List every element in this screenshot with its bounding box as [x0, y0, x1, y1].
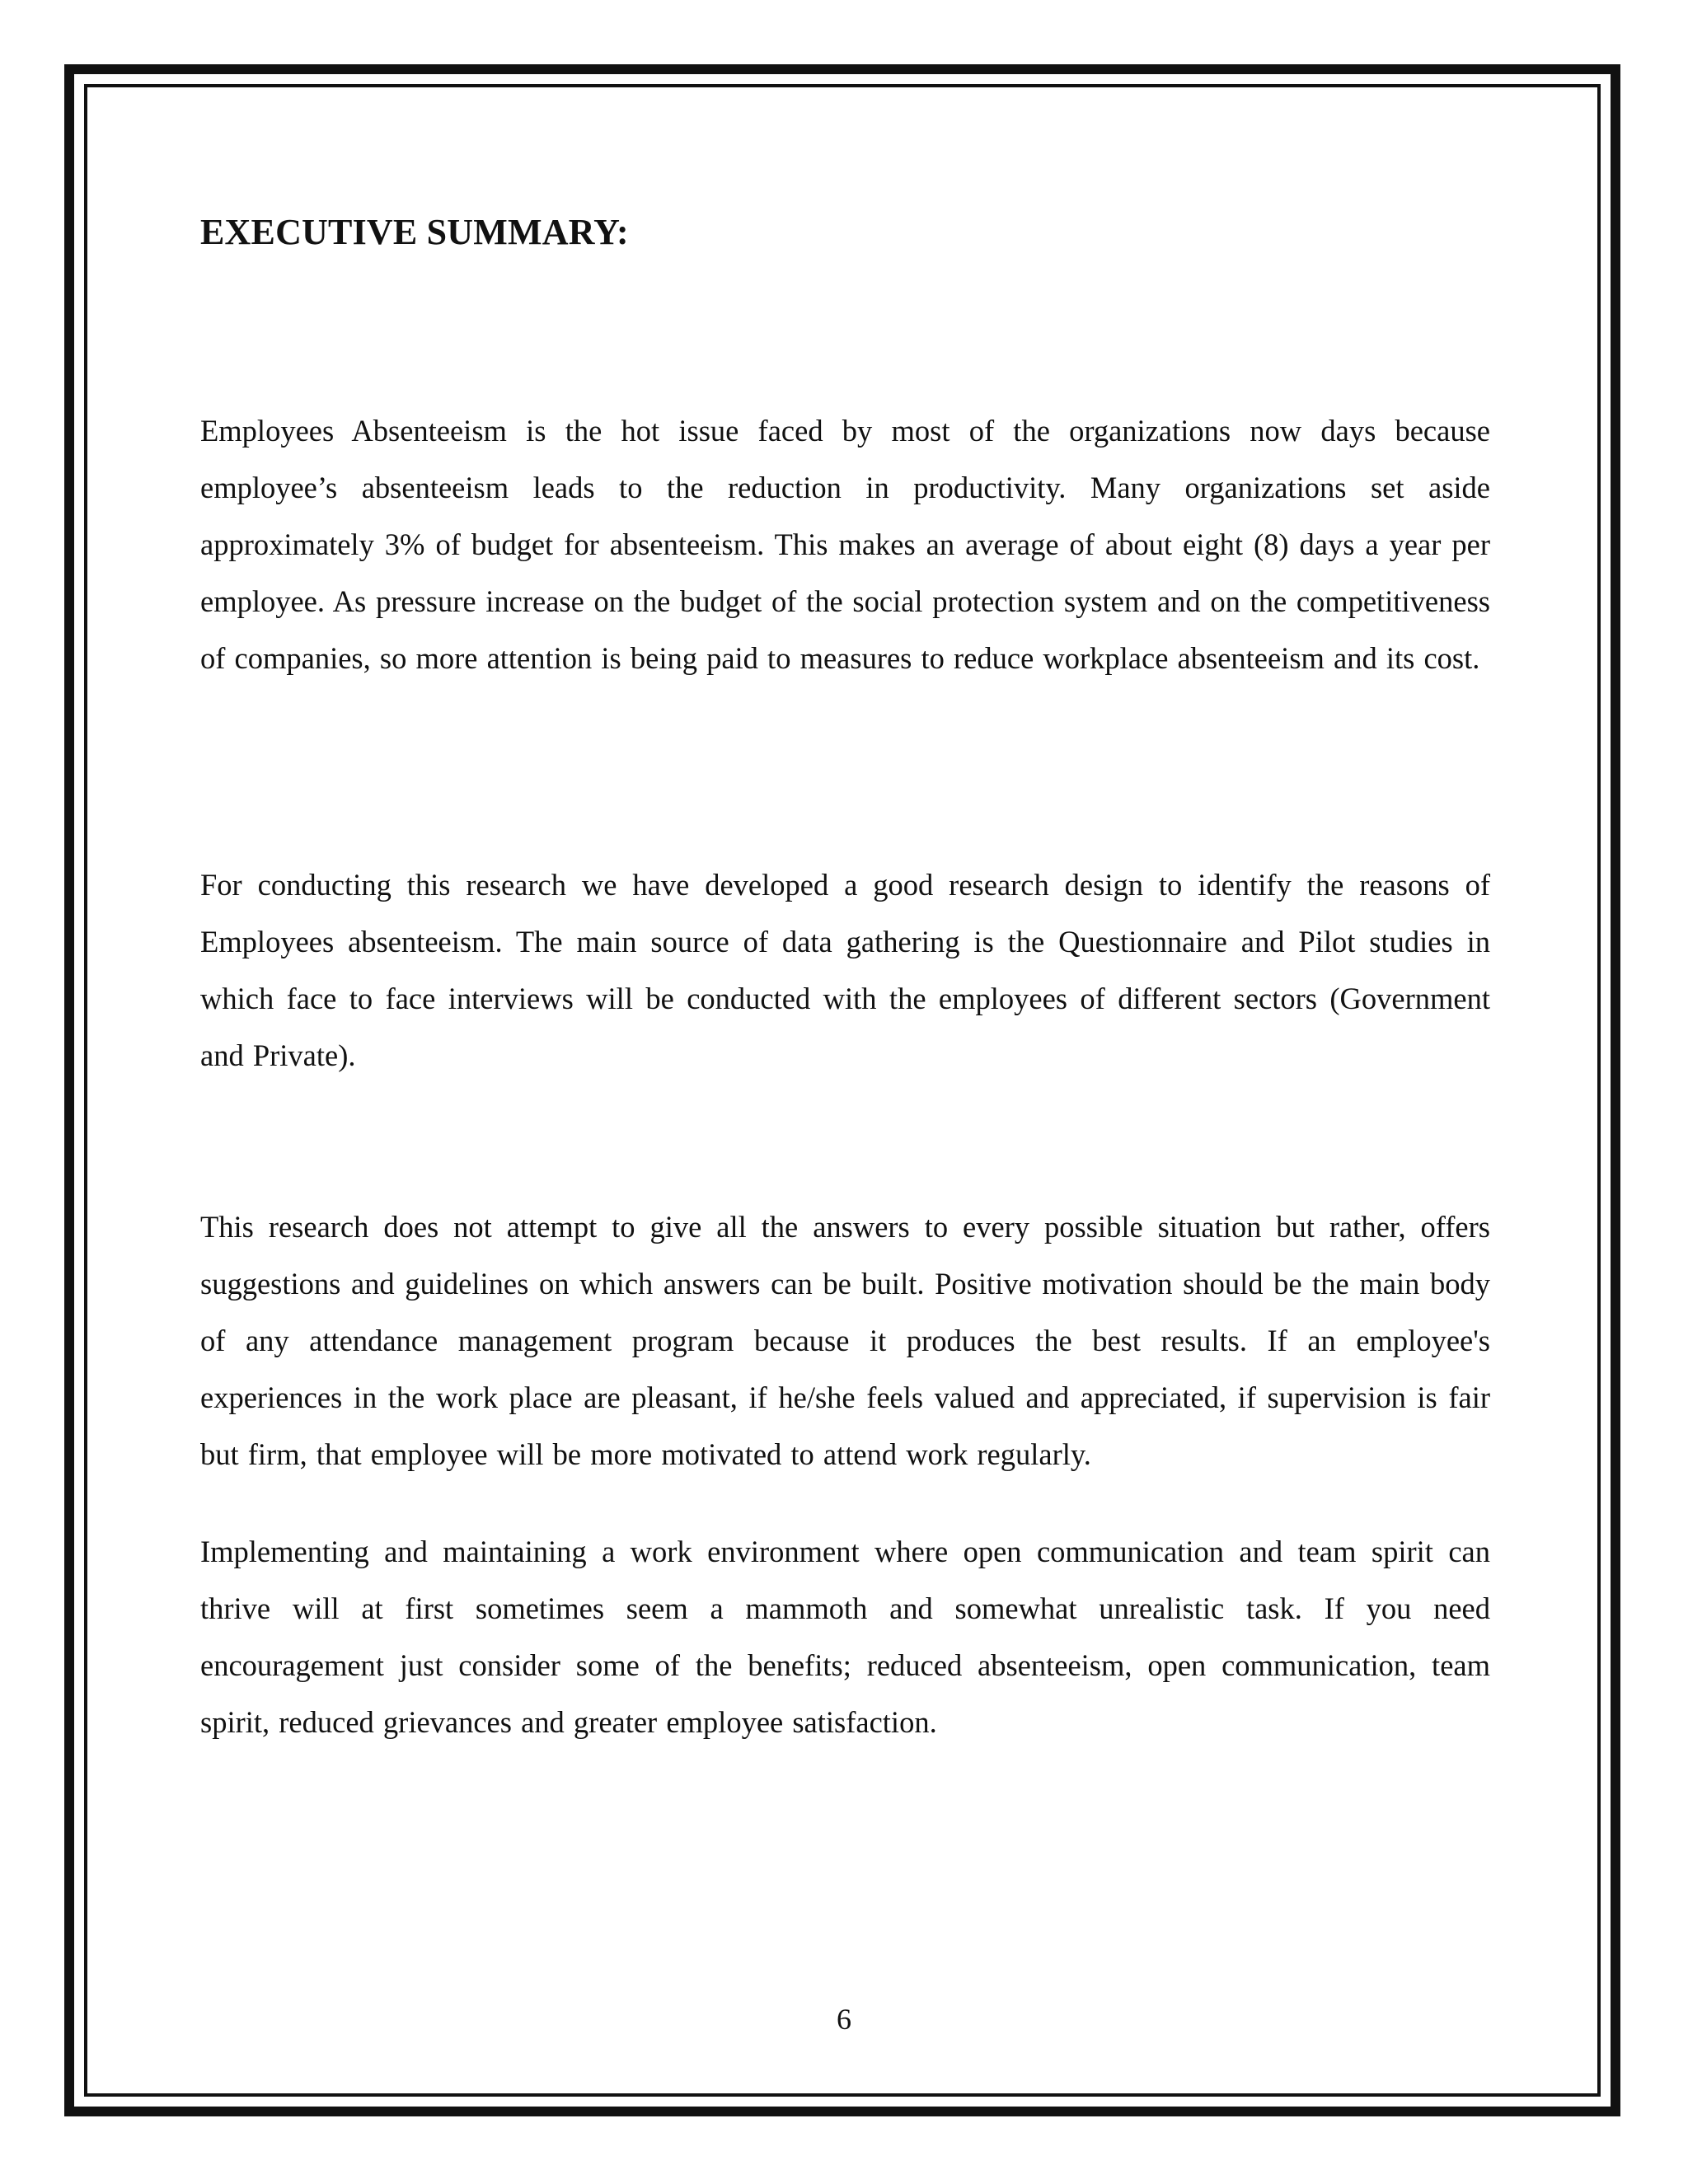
document-body — [200, 208, 1490, 1739]
paragraph-absenteeism-overview: Employees Absenteeism is the hot issue faced by most of the organizations now days because employee’s absenteeism leads to the reduction in productivity. Many organizations set aside approximately 3% of budget for absenteeism. This makes an average of about eight (8) days a year per employee. As pressure increase on the budget of the social protection system and on the competitiveness of companies, so more attention is being paid to measures to reduce workplace absenteeism and its cost. — [200, 414, 1490, 675]
paragraph-research-design: For conducting this research we have developed a good research design to identify the reasons of Employees absenteeism. The main source of data gathering is the Questionnaire and Pilot studies in which face to face interviews will be conducted with the employees of different sectors (Government and Private). — [200, 868, 1490, 1072]
page-border-inner — [84, 84, 1601, 2097]
section-heading: EXECUTIVE SUMMARY: — [200, 212, 629, 252]
page-border-outer — [64, 64, 1620, 2116]
paragraph-work-environment: Implementing and maintaining a work environment where open communication and team spirit can thrive will at first sometimes seem a mammoth and somewhat unrealistic task. If you need encouragement just consider some of the benefits; reduced absenteeism, open communication, team spirit, reduced grievances and greater employee satisfaction. — [200, 1535, 1490, 1739]
page-number: 6 — [837, 2003, 851, 2036]
paragraph-positive-motivation: This research does not attempt to give all the answers to every possible situation but rather, offers suggestions and guidelines on which answers can be built. Positive motivation should be the main body of any attendance management program because it produces the best results. If an employee's experiences in the work place are pleasant, if he/she feels valued and appreciated, if supervision is fair but firm, that employee will be more motivated to attend work regularly. — [200, 1210, 1490, 1471]
